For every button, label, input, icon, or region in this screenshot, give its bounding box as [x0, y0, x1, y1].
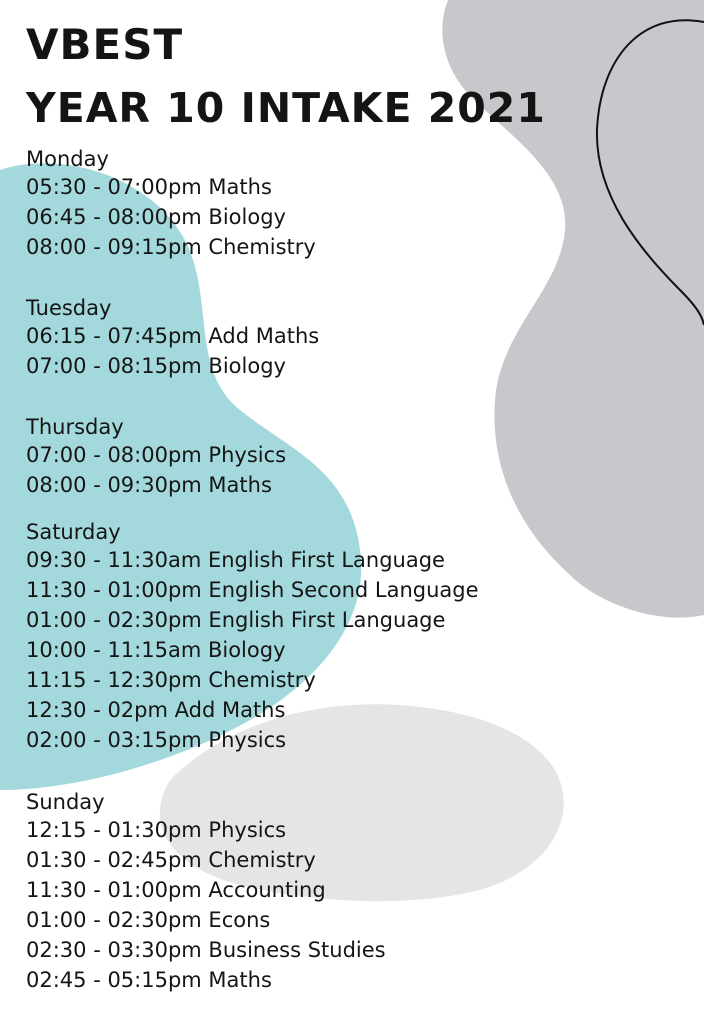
schedule-entry: 06:45 - 08:00pm Biology [26, 205, 286, 229]
day-sunday [26, 789, 386, 995]
day-monday [26, 146, 316, 262]
day-heading: Saturday [26, 520, 121, 544]
schedule-entry: 08:00 - 09:30pm Maths [26, 473, 272, 497]
schedule-entry: 11:30 - 01:00pm English Second Language [26, 578, 479, 602]
day-heading: Tuesday [26, 296, 112, 320]
schedule-entry: 02:00 - 03:15pm Physics [26, 728, 287, 752]
schedule-entry: 11:15 - 12:30pm Chemistry [26, 668, 316, 692]
day-thursday [26, 414, 286, 500]
schedule-entry: 12:15 - 01:30pm Physics [26, 818, 287, 842]
day-heading: Monday [26, 147, 109, 171]
schedule-entry: 08:00 - 09:15pm Chemistry [26, 235, 316, 259]
schedule-entry: 07:00 - 08:00pm Physics [26, 443, 287, 467]
brand-logo: VBEST [26, 20, 184, 69]
schedule-entry: 12:30 - 02pm Add Maths [26, 698, 286, 722]
day-heading: Thursday [26, 415, 124, 439]
schedule-entry: 07:00 - 08:15pm Biology [26, 354, 286, 378]
schedule-entry: 01:00 - 02:30pm English First Language [26, 608, 446, 632]
day-tuesday [26, 295, 319, 381]
schedule-entry: 02:45 - 05:15pm Maths [26, 968, 272, 992]
schedule-entry: 09:30 - 11:30am English First Language [26, 548, 445, 572]
day-saturday [26, 519, 479, 755]
schedule-entry: 10:00 - 11:15am Biology [26, 638, 286, 662]
page-title: YEAR 10 INTAKE 2021 [26, 84, 546, 132]
schedule-entry: 01:30 - 02:45pm Chemistry [26, 848, 316, 872]
schedule-entry: 11:30 - 01:00pm Accounting [26, 878, 326, 902]
schedule-entry: 06:15 - 07:45pm Add Maths [26, 324, 320, 348]
schedule-entry: 05:30 - 07:00pm Maths [26, 175, 272, 199]
schedule-entry: 01:00 - 02:30pm Econs [26, 908, 271, 932]
schedule-entry: 02:30 - 03:30pm Business Studies [26, 938, 386, 962]
day-heading: Sunday [26, 790, 105, 814]
